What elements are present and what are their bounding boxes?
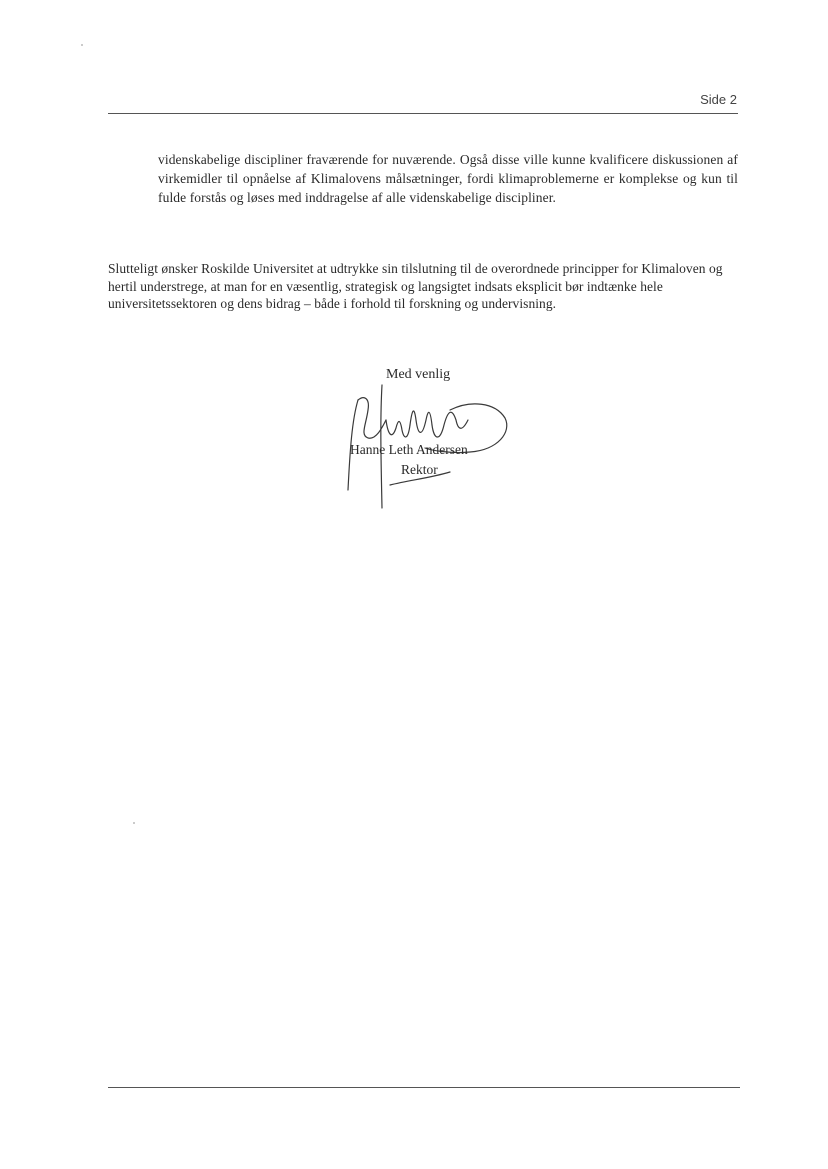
scan-speck bbox=[81, 44, 83, 46]
indented-paragraph: videnskabelige discipliner fraværende for nuværende. Også disse ville kunne kvalificere diskussionen af virkemidler til opnåelse af Klimalovens målsætninger, fordi klimaproblemerne er komplekse og kun til fulde forstås og løses med inddragelse af alle videnskabelige discipliner. bbox=[158, 152, 738, 205]
signer-title: Rektor bbox=[401, 462, 438, 477]
scan-speck bbox=[133, 822, 135, 824]
header-rule bbox=[108, 113, 738, 114]
footer-rule bbox=[108, 1087, 740, 1088]
signer-name: Hanne Leth Andersen bbox=[350, 442, 468, 457]
closing-salutation: Med venlig bbox=[386, 367, 451, 382]
page-number: Side 2 bbox=[700, 92, 737, 107]
main-paragraph: Slutteligt ønsker Roskilde Universitet at udtrykke sin tilslutning til de overordnede principper for Klimaloven og hertil understrege, at man for en væsentlig, strategisk og langsigtet indsats eksplicit bør indtænke hele universitetssektoren og dens bidrag – både i forhold til forskning og undervisning. bbox=[108, 261, 723, 311]
